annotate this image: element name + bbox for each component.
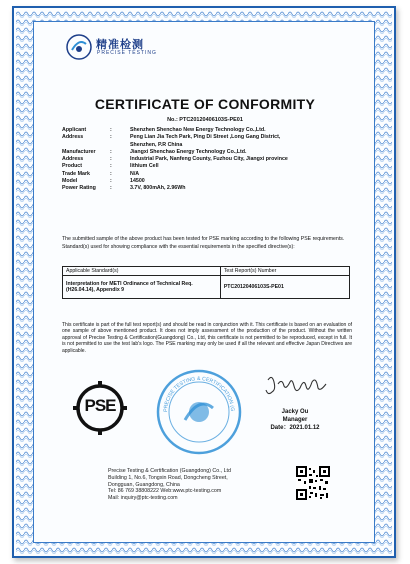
field-label: Manufacturer bbox=[62, 148, 96, 155]
logo-name-en: PRECISE TESTING bbox=[97, 50, 157, 56]
field-colon: : bbox=[110, 185, 112, 192]
seal-text: PRECISE TESTING & CERTIFICATION (G bbox=[162, 375, 236, 413]
field-value: lithium Cell bbox=[130, 163, 159, 170]
footer-line: Tel: 86 769 38808222 Web:www.ptc-testing.com bbox=[108, 488, 222, 495]
footer-contact bbox=[108, 468, 278, 502]
certificate-number: No.: PTC20120406103S-PE01 bbox=[167, 117, 243, 123]
pse-mark bbox=[70, 378, 130, 438]
table-header-row bbox=[63, 267, 350, 276]
footer-line: Dongguan, Guangdong, China bbox=[108, 481, 180, 488]
field-value: Jiangxi Shenchao Energy Technology Co.,Ltd. bbox=[130, 148, 247, 155]
field-row bbox=[62, 171, 362, 178]
field-colon: : bbox=[110, 148, 112, 155]
field-value: Shenzhen Shenchao New Energy Technology Co.,Ltd. bbox=[130, 127, 266, 133]
signer-block bbox=[250, 408, 340, 432]
field-value: 14500 bbox=[130, 178, 145, 185]
seal-icon bbox=[155, 368, 243, 456]
field-row bbox=[62, 156, 362, 163]
signer-name: Jacky Ou bbox=[281, 409, 309, 415]
qr-code-icon bbox=[296, 466, 330, 500]
footer-line: Building 1, No.6, Tongxin Road, Dongcheng Street, bbox=[108, 474, 228, 481]
field-value: Shenzhen, P.R China bbox=[130, 141, 183, 148]
signature bbox=[262, 372, 332, 398]
field-value: Industrial Park, Nanfeng County, Fuzhou City, Jiangxi province bbox=[130, 156, 288, 163]
field-label: Product bbox=[62, 163, 83, 170]
table-header-report: Test Report(s) Number bbox=[220, 267, 349, 276]
field-colon: : bbox=[110, 127, 112, 133]
certificate-title: CERTIFICATE OF CONFORMITY bbox=[94, 96, 316, 112]
table-cell-report: PTC20120406103S-PE01 bbox=[220, 276, 349, 299]
table-header-standard: Applicable Standard(s) bbox=[63, 267, 221, 276]
field-colon: : bbox=[110, 156, 112, 163]
field-label: Trade Mark bbox=[62, 170, 90, 177]
info-fields bbox=[62, 127, 362, 193]
field-row bbox=[62, 127, 362, 134]
field-label: Power Rating bbox=[62, 185, 96, 192]
qr-code bbox=[296, 466, 330, 500]
field-row bbox=[62, 134, 362, 141]
footer-line: Precise Testing & Certification (Guangdong) Co., Ltd bbox=[108, 468, 231, 474]
company-seal bbox=[155, 368, 243, 456]
footer-line: Mail: inquiry@ptc-testing.com bbox=[108, 495, 178, 502]
field-colon: : bbox=[110, 170, 112, 177]
field-colon: : bbox=[110, 163, 112, 170]
field-label: Address bbox=[62, 156, 84, 163]
logo-mark-icon bbox=[66, 34, 92, 60]
field-row bbox=[62, 149, 362, 156]
standards-table bbox=[62, 266, 350, 299]
pse-mark-text: PSE bbox=[84, 396, 116, 415]
logo-name-cn: 精准检测 bbox=[96, 39, 144, 51]
disclaimer-paragraph: This certificate is part of the full test report(s) and should be read in conjunction with it. This certificate is based on an evaluation of one sample of above mentioned product. It does not imply assessment of the production of the product. Without the written approval of Precise Testing & Certification(Guangdong) Co., Ltd, this certificate is not permitted to be reproduced, except in full. It is not permitted to use the test lab's logo. The PSE marking may only be used if all the relevant and effective Japan Directives are applicable. bbox=[62, 322, 352, 354]
field-label: Model bbox=[62, 178, 78, 185]
field-row bbox=[62, 142, 362, 149]
field-value: Peng Lian Jia Tech Park, Ping Di Street ,Long Gang District, bbox=[130, 134, 281, 141]
signer-date: Date：2021.01.12 bbox=[270, 425, 320, 431]
field-label: Address bbox=[62, 134, 84, 141]
field-row bbox=[62, 178, 362, 185]
field-label: Applicant bbox=[62, 127, 87, 133]
table-cell-standard: Interpretation for METI Ordinance of Technical Req. (H26.04.14), Appendix 9 bbox=[63, 276, 221, 299]
signature-icon bbox=[262, 372, 332, 398]
company-logo bbox=[66, 34, 156, 64]
field-row bbox=[62, 185, 362, 192]
field-colon: : bbox=[110, 178, 112, 185]
field-colon: : bbox=[110, 134, 112, 141]
field-value: N/A bbox=[130, 170, 140, 177]
intro-paragraph: The submitted sample of the above product has been tested for PSE marking according to the following PSE requirements. Standard(s) used for showing compliance with the essential requirements in the specified directive(s): bbox=[62, 236, 345, 250]
field-row bbox=[62, 163, 362, 170]
signer-role: Manager bbox=[282, 417, 308, 423]
table-row bbox=[63, 276, 350, 299]
field-value: 3.7V, 800mAh, 2.96Wh bbox=[130, 185, 186, 192]
